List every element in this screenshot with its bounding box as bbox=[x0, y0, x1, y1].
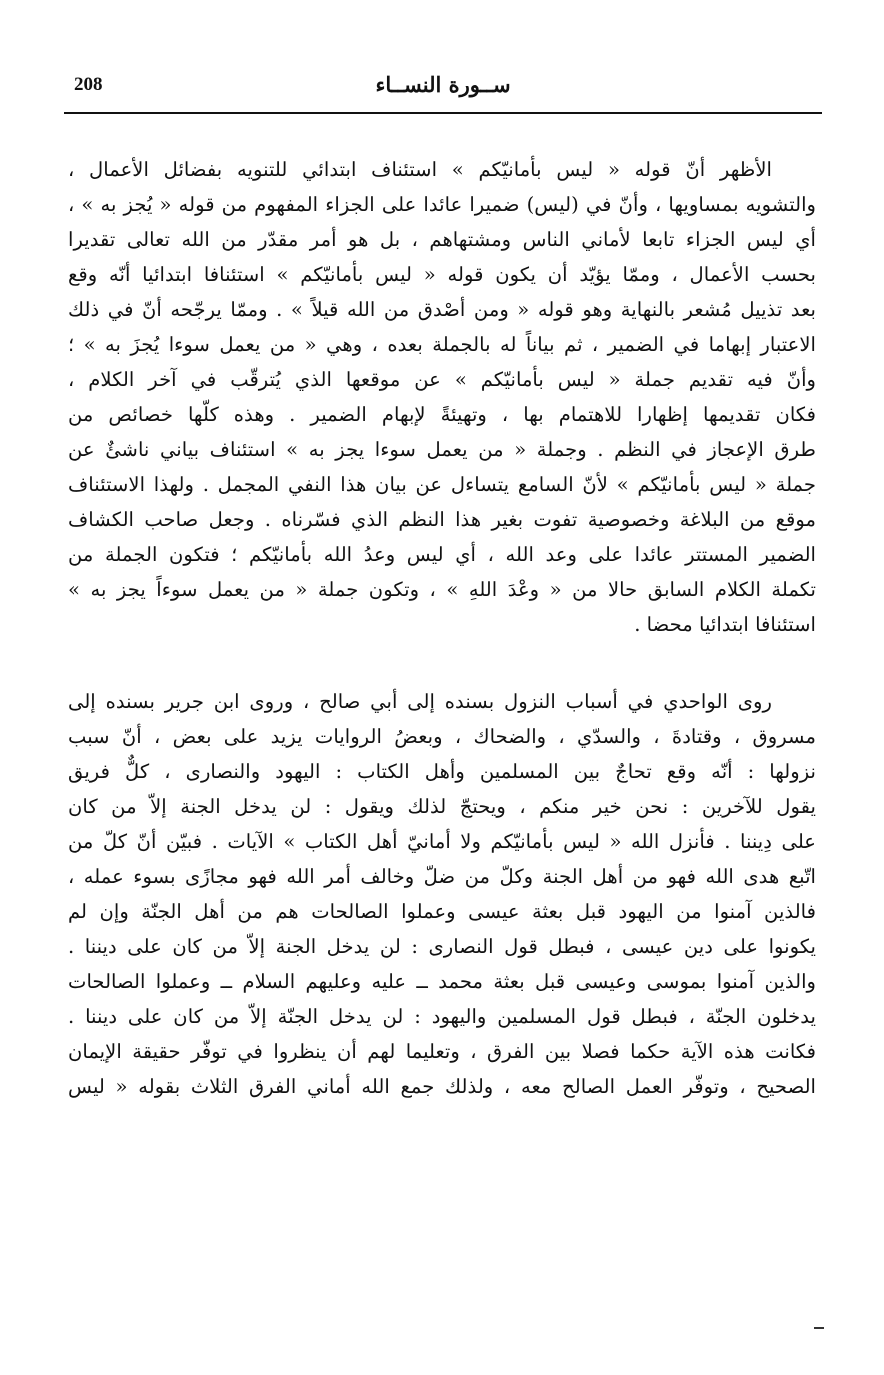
paragraph-gap bbox=[68, 642, 816, 684]
text-line: تكملة الكلام السابق حالا من « وعْدَ اللهِ » ، وتكون جملة « من يعمل سوءاً يجز به » bbox=[68, 578, 816, 601]
text-line: يدخلون الجنّة ، فبطل قول المسلمين واليهود : لن يدخل الجنّة إلاّ من كان على ديننا . bbox=[68, 1005, 816, 1028]
text-line: روى الواحدي في أسباب النزول بسنده إلى أبي صالح ، وروى ابن جرير بسنده إلى bbox=[68, 690, 772, 713]
text-line: فالذين آمنوا من اليهود قبل بعثة عيسى وعملوا الصالحات هم من أهل الجنّة وإن لم bbox=[68, 900, 816, 923]
surah-title: ســورة النســاء bbox=[375, 72, 511, 97]
text-line: طرق الإعجاز في النظم . وجملة « من يعمل سوءا يجز به » استئناف بياني ناشئٌ عن bbox=[68, 438, 816, 461]
text-line: فكانت هذه الآية حكما فصلا بين الفرق ، وتعليما لهم أن ينظروا في توفّر حقيقة الإيمان bbox=[68, 1040, 816, 1063]
text-line: أي ليس الجزاء تابعا لأماني الناس ومشتهاهم ، بل هو أمر مقدّر من الله تعالى تقديرا bbox=[68, 228, 816, 251]
text-line: الاعتبار إبهاما في الضمير ، ثم بياناً له بالجملة بعده ، وهي « من يعمل سوءا يُجزَ به » ؛ bbox=[68, 333, 816, 356]
text-line: وأنّ فيه تقديم جملة « ليس بأمانيّكم » عن موقعها الذي يُترقّب في آخر الكلام ، bbox=[68, 368, 816, 391]
text-line: الضمير المستتر عائدا على وعد الله ، أي ليس وعدُ الله بأمانيّكم ؛ فتكون الجملة من bbox=[68, 543, 816, 566]
header-rule bbox=[64, 112, 822, 114]
text-line: والتشويه بمساويها ، وأنّ في (ليس) ضميرا عائدا على الجزاء المفهوم من قوله « يُجز به » ، bbox=[68, 193, 816, 216]
text-line: موقع من البلاغة وخصوصية تفوت بغير هذا النظم الذي فسّرناه . وجعل صاحب الكشاف bbox=[68, 508, 816, 531]
text-line: يكونوا على دين عيسى ، فبطل قول النصارى : لن يدخل الجنة إلاّ من كان على ديننا . bbox=[68, 935, 816, 958]
text-line: الصحيح ، وتوفّر العمل الصالح معه ، ولذلك جمع الله أماني الفرق الثلاث بقوله « ليس bbox=[68, 1075, 816, 1098]
text-line: اتّبع هدى الله فهو من أهل الجنة وكلّ من ضلّ وخالف أمر الله فهو مجازًى بسوء عمله ، bbox=[68, 865, 816, 888]
text-line: والذين آمنوا بموسى وعيسى قبل بعثة محمد ــ عليه وعليهم السلام ــ وعملوا الصالحات bbox=[68, 970, 816, 993]
page-header bbox=[64, 66, 822, 116]
page-body bbox=[68, 152, 816, 1104]
footer-mark bbox=[814, 1327, 824, 1329]
page-number: 208 bbox=[74, 74, 103, 95]
text-line: مسروق ، وقتادةَ ، والسدّي ، والضحاك ، وبعضُ الروايات يزيد على بعض ، أنّ سبب bbox=[68, 725, 816, 748]
text-line: بحسب الأعمال ، وممّا يؤيّد أن يكون قوله « ليس بأمانيّكم » استئنافا ابتدائيا أنّه وقع bbox=[68, 263, 816, 286]
text-line: فكان تقديمها إظهارا للاهتمام بها ، وتهيئةً لإبهام الضمير . وهذه كلّها خصائص من bbox=[68, 403, 816, 426]
text-line: نزولها : أنّه وقع تحاجٌ بين المسلمين وأهل الكتاب : اليهود والنصارى ، كلٌّ فريق bbox=[68, 760, 816, 783]
text-line: يقول للآخرين : نحن خير منكم ، ويحتجّ لذلك ويقول : لن يدخل الجنة إلاّ من كان bbox=[68, 795, 816, 818]
text-line: بعد تذييل مُشعر بالنهاية وهو قوله « ومن أصْدق من الله قيلاً » . وممّا يرجّحه أنّ في ذلك bbox=[68, 298, 816, 321]
paragraph bbox=[68, 684, 816, 1104]
text-line: الأظهر أنّ قوله « ليس بأمانيّكم » استئناف ابتدائي للتنويه بفضائل الأعمال ، bbox=[68, 158, 772, 181]
text-line: جملة « ليس بأمانيّكم » لأنّ السامع يتساءل عن بيان هذا النفي المجمل . ولهذا الاستئناف bbox=[68, 473, 816, 496]
text-line: على دِيننا . فأنزل الله « ليس بأمانيّكم ولا أمانيّ أهل الكتاب » الآيات . فبيّن أنّ كلّ من bbox=[68, 830, 816, 853]
paragraph bbox=[68, 152, 816, 642]
text-line: استئنافا ابتدائيا محضا . bbox=[634, 613, 816, 636]
